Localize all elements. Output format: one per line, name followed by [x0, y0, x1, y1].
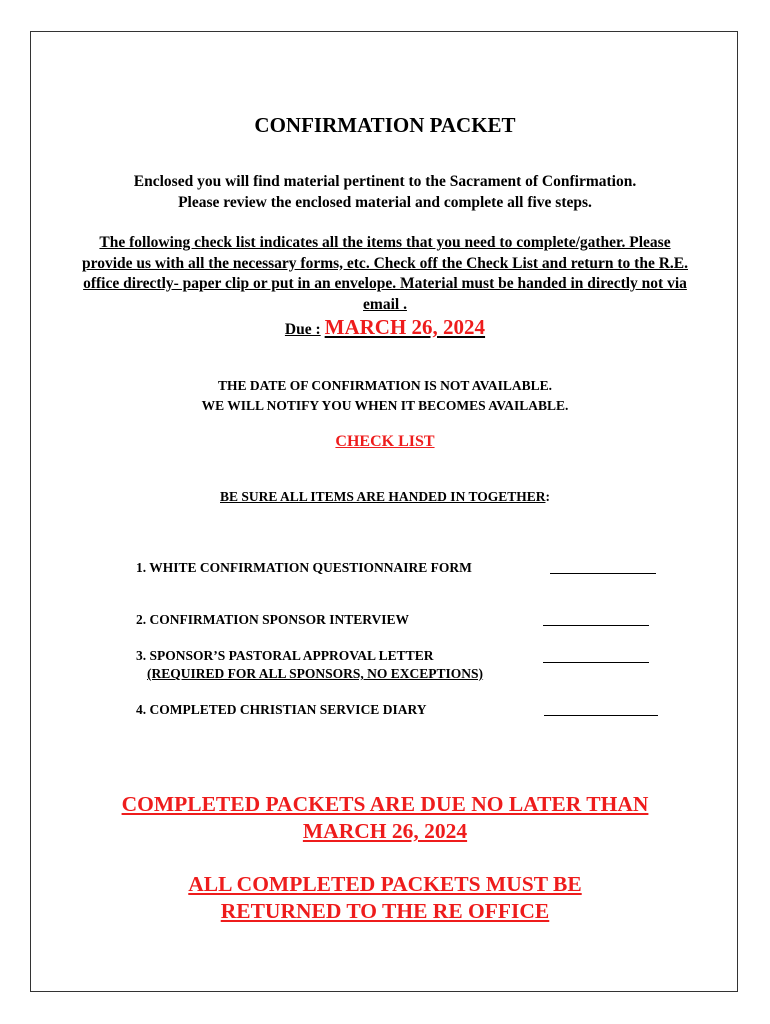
notice-line-1: THE DATE OF CONFIRMATION IS NOT AVAILABLE. [218, 378, 552, 393]
footer-deadline-date: MARCH 26, 2024 [302, 819, 468, 843]
handin-text: BE SURE ALL ITEMS ARE HANDED IN TOGETHER [220, 489, 546, 504]
due-line [0, 315, 770, 340]
due-date: MARCH 26, 2024 [324, 315, 486, 339]
footer-deadline-line-1: COMPLETED PACKETS ARE DUE NO LATER THAN [121, 792, 649, 816]
footer-return-line-2: RETURNED TO THE RE OFFICE [220, 899, 550, 923]
checklist-item-3: 3. SPONSOR’S PASTORAL APPROVAL LETTER [136, 648, 434, 663]
instructions-paragraph: The following check list indicates all the items that you need to complete/gather. Please provide us with all the necessary forms, etc. Check off the Check List and return to the R.E. office directly- paper clip or put in an envelope. Material must be handed in directly not via email . [81, 234, 689, 313]
checklist-item-3-note: (REQUIRED FOR ALL SPONSORS, NO EXCEPTIONS) [147, 666, 484, 681]
intro-line-1: Enclosed you will find material pertinent to the Sacrament of Confirmation. [133, 173, 637, 190]
handin-instruction [0, 489, 770, 505]
due-label: Due : [284, 321, 321, 338]
checklist-item-4: 4. COMPLETED CHRISTIAN SERVICE DIARY [136, 702, 427, 717]
checklist-item-1: 1. WHITE CONFIRMATION QUESTIONNAIRE FORM [136, 560, 472, 575]
checklist-title [0, 433, 770, 451]
notice-line-2: WE WILL NOTIFY YOU WHEN IT BECOMES AVAILABLE. [201, 398, 569, 413]
footer-return-line-1: ALL COMPLETED PACKETS MUST BE [188, 872, 582, 896]
checklist-item-1-blank[interactable] [550, 573, 656, 574]
handin-colon: : [545, 489, 550, 504]
page-title: CONFIRMATION PACKET [254, 113, 516, 137]
checklist-item-2-blank[interactable] [543, 625, 649, 626]
checklist-item-2: 2. CONFIRMATION SPONSOR INTERVIEW [136, 612, 410, 627]
intro-line-2: Please review the enclosed material and complete all five steps. [178, 194, 592, 211]
checklist-item-4-blank[interactable] [544, 715, 658, 716]
checklist-title-text: CHECK LIST [335, 433, 435, 450]
checklist-item-3-blank[interactable] [543, 662, 649, 663]
